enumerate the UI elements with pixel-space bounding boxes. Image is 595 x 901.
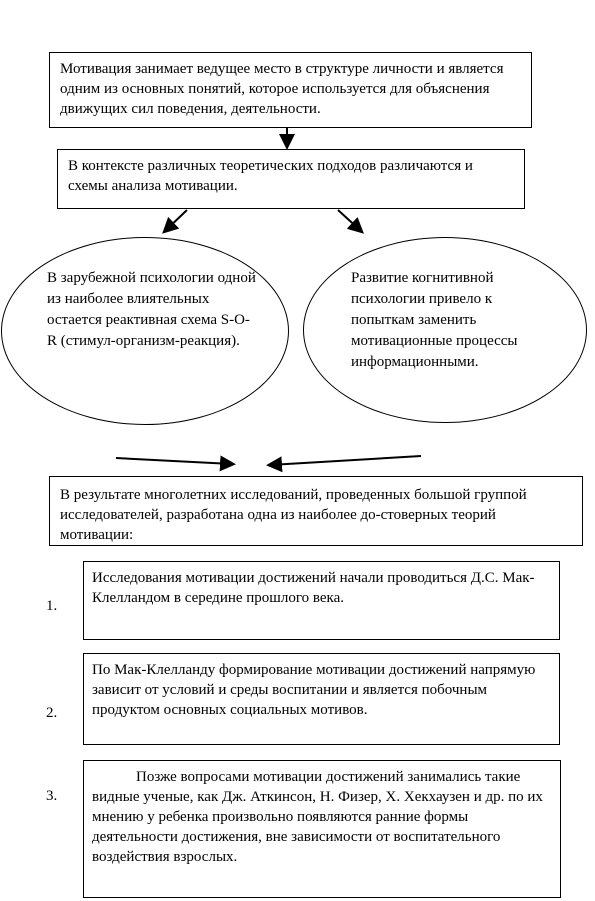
item-box-2 (83, 653, 560, 745)
item-text-2: По Мак-Клелланду формирование мотивации достижений напрямую зависит от условий и среды воспитании и является побочным продуктом основных социальных мотивов. (92, 662, 536, 718)
foreign-psychology-text: В зарубежной психологии одной из наиболее влиятельных остается реактивная схема S-O-R (стимул-организм-реакция). (47, 270, 256, 349)
item-number-2: 2. (46, 705, 58, 721)
item-box-1 (83, 561, 560, 640)
cognitive-psychology-text: Развитие когнитивной психологии привело к попыткам заменить мотивационные процессы информационными. (351, 270, 518, 370)
item-text-3: Позже вопросами мотивации достижений занимались такие видные ученые, как Дж. Аткинсон, Н. Физер, Х. Хекхаузен и др. по их мнению у ребенка произвольно появляются ранние формы деятельности достижения, вне зависимости от воспитательного воздействия взрослых. (92, 769, 543, 865)
motivation-definition-text: Мотивация занимает ведущее место в структуре личности и является одним из основных понятий, которое используется для объяснения движущих сил поведения, деятельности. (60, 61, 504, 117)
item-text-1: Исследования мотивации достижений начали проводиться Д.С. Мак-Клелландом в середине прошлого века. (92, 570, 535, 606)
arrow-box2-to-left (165, 210, 187, 231)
research-result-box (49, 476, 583, 546)
item-box-3 (83, 760, 561, 898)
arrow-left-to-box3 (116, 458, 232, 464)
theoretical-approaches-box (57, 149, 525, 209)
motivation-definition-box (49, 52, 532, 128)
item-number-1: 1. (46, 598, 58, 614)
research-result-text: В результате многолетних исследований, проведенных большой группой исследователей, разработана одна из наиболее до-стоверных теорий мотивации: (60, 487, 527, 543)
arrow-box2-to-right (338, 210, 361, 231)
item-number-3: 3. (46, 788, 58, 804)
arrow-right-to-box3 (270, 456, 421, 465)
theoretical-approaches-text: В контексте различных теоретических подходов различаются и схемы анализа мотивации. (68, 158, 473, 194)
